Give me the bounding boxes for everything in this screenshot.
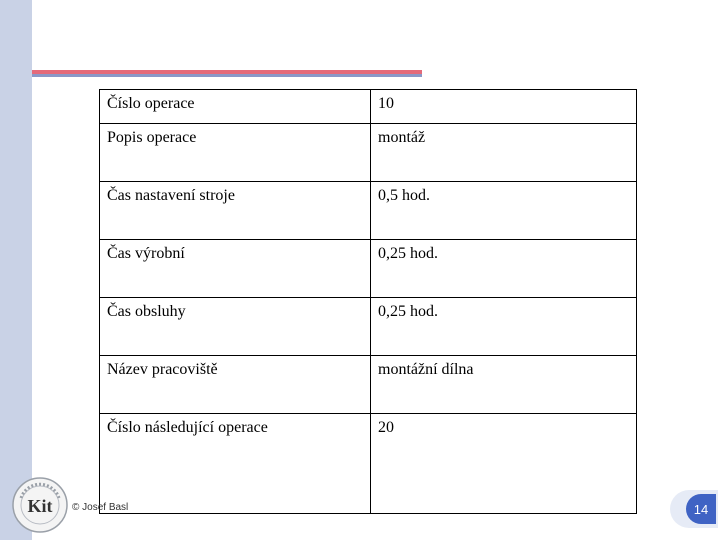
operation-table — [99, 89, 637, 514]
row-label: Číslo operace — [100, 90, 371, 124]
row-value: 0,25 hod. — [371, 240, 637, 298]
page-number-badge: 14 — [686, 494, 716, 524]
table-row — [100, 298, 637, 356]
row-label: Popis operace — [100, 124, 371, 182]
row-value: 0,5 hod. — [371, 182, 637, 240]
row-label: Čas nastavení stroje — [100, 182, 371, 240]
row-label: Číslo následující operace — [100, 414, 371, 514]
row-label: Čas obsluhy — [100, 298, 371, 356]
table-row — [100, 124, 637, 182]
row-value: montážní dílna — [371, 356, 637, 414]
kit-logo — [11, 476, 69, 534]
table-row — [100, 356, 637, 414]
row-label: Čas výrobní — [100, 240, 371, 298]
table-row — [100, 90, 637, 124]
left-side-band — [0, 0, 32, 540]
logo-text: Kit — [27, 496, 53, 516]
copyright-text: © Josef Basl — [72, 502, 129, 513]
table-row — [100, 182, 637, 240]
row-value: 20 — [371, 414, 637, 514]
row-value: 10 — [371, 90, 637, 124]
row-label: Název pracoviště — [100, 356, 371, 414]
table-row — [100, 414, 637, 514]
row-value: montáž — [371, 124, 637, 182]
row-value: 0,25 hod. — [371, 298, 637, 356]
table-row — [100, 240, 637, 298]
header-accent-line — [32, 70, 422, 77]
